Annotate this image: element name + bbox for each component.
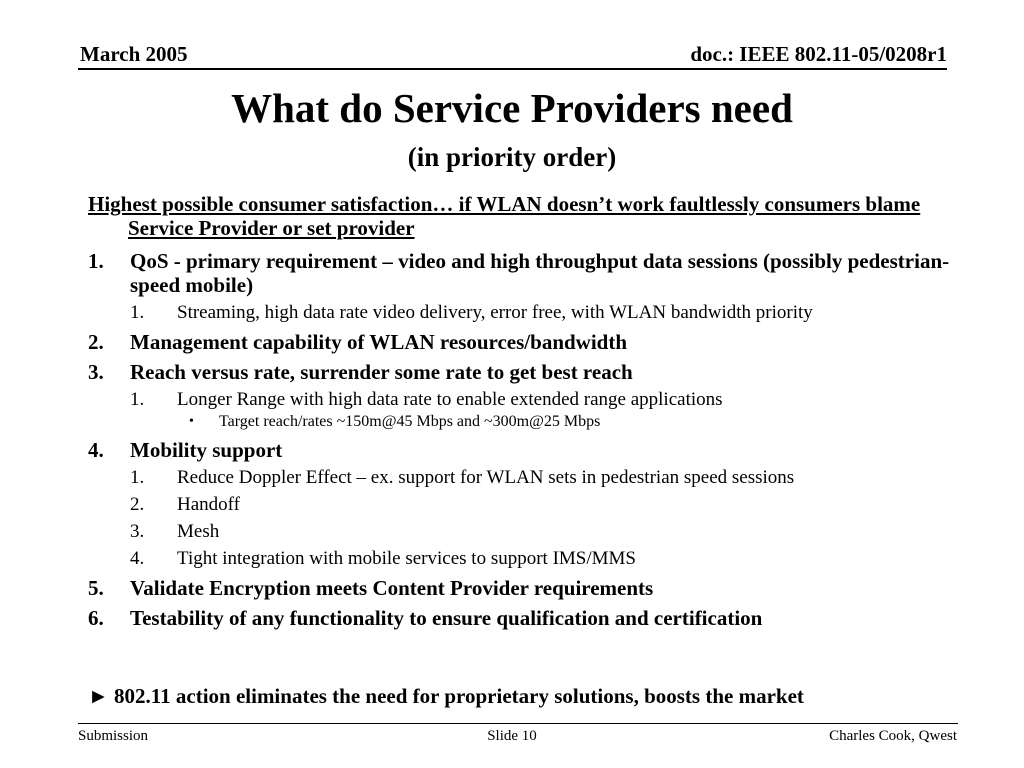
sub-list-item [130, 388, 978, 432]
sub-list-number: 2. [130, 494, 145, 515]
list-item-testability [88, 606, 978, 630]
bullet-list [177, 412, 978, 432]
requirements-list [88, 249, 978, 630]
list-item-text: Reach versus rate, surrender some rate to get best reach [130, 360, 633, 384]
footer-submission: Submission [78, 728, 149, 744]
sub-list-number: 4. [130, 548, 145, 569]
sub-list-text: Handoff [177, 494, 240, 515]
list-number: 5. [88, 576, 104, 600]
bullet-item [179, 412, 978, 432]
sub-list-text: Mesh [177, 521, 220, 542]
slide-subtitle: (in priority order) [407, 142, 617, 172]
sub-list-number: 3. [130, 521, 145, 542]
sub-list-item [130, 466, 978, 489]
slide-title: What do Service Providers need [231, 85, 793, 131]
list-item-text: Management capability of WLAN resources/bandwidth [130, 330, 628, 354]
sub-list-text: Streaming, high data rate video delivery, error free, with WLAN bandwidth priority [177, 302, 813, 323]
footer-slide-number: Slide 10 [487, 728, 537, 744]
list-number: 4. [88, 438, 104, 462]
sub-list-number: 1. [130, 302, 145, 323]
list-item-encryption [88, 576, 978, 600]
sub-list-text: Longer Range with high data rate to enable extended range applications [177, 389, 723, 410]
slide-content [88, 192, 978, 636]
list-item-text: QoS - primary requirement – video and high throughput data sessions (possibly pedestrian-speed mobile) [130, 249, 950, 297]
footer-author: Charles Cook, Qwest [829, 728, 957, 744]
footer-divider [78, 723, 958, 724]
sub-list-item [130, 301, 978, 324]
header-divider [78, 68, 947, 70]
list-item-text: Validate Encryption meets Content Provider requirements [130, 576, 654, 600]
list-item-qos [88, 249, 978, 324]
list-number: 1. [88, 249, 104, 273]
bullet-marker: • [189, 414, 194, 429]
sub-list-text: Tight integration with mobile services to support IMS/MMS [177, 548, 636, 569]
header-date: March 2005 [80, 42, 188, 66]
sub-list-item [130, 547, 978, 570]
sub-list-text: Reduce Doppler Effect – ex. support for WLAN sets in pedestrian speed sessions [177, 467, 795, 488]
sub-list [130, 466, 978, 570]
sub-list-item [130, 520, 978, 543]
list-number: 6. [88, 606, 104, 630]
sub-list [130, 388, 978, 432]
list-item-text: Mobility support [130, 438, 283, 462]
sub-list [130, 301, 978, 324]
conclusion-statement: ► 802.11 action eliminates the need for proprietary solutions, boosts the market [88, 684, 804, 708]
bullet-text: Target reach/rates ~150m@45 Mbps and ~300m@25 Mbps [219, 413, 601, 430]
sub-list-number: 1. [130, 389, 145, 410]
list-item-text: Testability of any functionality to ensure qualification and certification [130, 606, 763, 630]
list-item-mobility [88, 438, 978, 570]
header-doc-id: doc.: IEEE 802.11-05/0208r1 [690, 42, 947, 66]
list-number: 2. [88, 330, 104, 354]
sub-list-item [130, 493, 978, 516]
intro-statement: Highest possible consumer satisfaction… if WLAN doesn’t work faultlessly consumers blame Service Provider or set provider [88, 192, 921, 240]
sub-list-number: 1. [130, 467, 145, 488]
list-item-reach [88, 360, 978, 432]
list-item-management [88, 330, 978, 354]
list-number: 3. [88, 360, 104, 384]
